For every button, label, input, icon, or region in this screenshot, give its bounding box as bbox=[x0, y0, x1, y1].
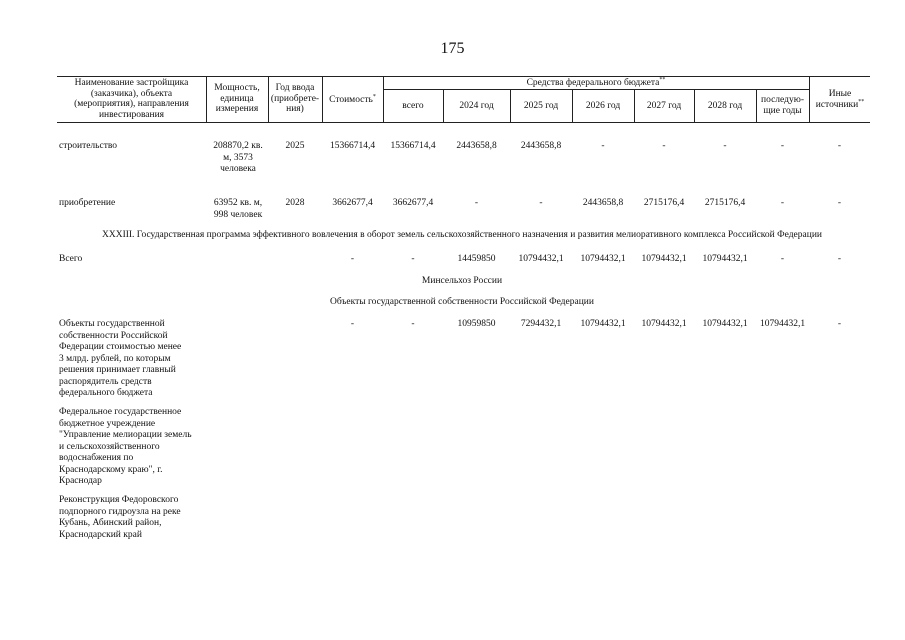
col-divider bbox=[268, 76, 269, 122]
header-federal-budget bbox=[385, 78, 807, 89]
col-divider bbox=[510, 89, 511, 122]
row-2028: - bbox=[723, 141, 727, 151]
header-later-years: последую-щие годы bbox=[761, 95, 804, 116]
row-2025: - bbox=[539, 198, 543, 208]
row-capacity: 63952 кв. м, 998 человек bbox=[213, 198, 263, 220]
row-cost: 3662677,4 bbox=[332, 198, 373, 208]
row-name: Всего bbox=[59, 254, 83, 264]
col-divider bbox=[206, 76, 207, 122]
col-divider bbox=[322, 76, 323, 122]
row-capacity: 208870,2 кв. м, 3573 человека bbox=[213, 141, 263, 174]
col-divider bbox=[634, 89, 635, 122]
row-name: Федеральное государственное бюджетное учреждение "Управление мелиорации земель и сельскохозяйственного водоснабжения по Краснодарскому краю", г. Краснодар bbox=[59, 407, 192, 486]
col-divider bbox=[694, 89, 695, 122]
row-later: - bbox=[780, 141, 785, 151]
header-year: Год ввода (приобрете-ния) bbox=[270, 83, 320, 114]
row-later: - bbox=[780, 198, 785, 208]
row-cost: - bbox=[350, 254, 355, 264]
row-name: Объекты государственной собственности Российской Федерации стоимостью менее 3 млрд. рублей, по которым решения принимает главный распорядитель средств федерального бюджета bbox=[59, 319, 182, 398]
row-2026: 10794432,1 bbox=[580, 254, 626, 264]
row-2025: 2443658,8 bbox=[520, 141, 562, 151]
header-capacity: Мощность, единица измерения bbox=[214, 83, 260, 114]
header-cost bbox=[324, 95, 381, 106]
header-2024: 2024 год bbox=[459, 101, 494, 111]
header-2027: 2027 год bbox=[646, 101, 682, 111]
header-other-sources bbox=[811, 89, 869, 110]
header-other-label: Иные источники bbox=[815, 89, 859, 110]
col-divider bbox=[572, 89, 573, 122]
col-divider bbox=[383, 76, 384, 122]
row-2026: 2443658,8 bbox=[582, 198, 624, 208]
row-2024: - bbox=[474, 198, 479, 208]
row-other: - bbox=[837, 254, 842, 264]
row-2026: 10794432,1 bbox=[580, 319, 626, 329]
header-2025: 2025 год bbox=[523, 101, 559, 111]
row-total: 15366714,4 bbox=[390, 141, 436, 151]
row-2026: - bbox=[601, 141, 605, 151]
objects-title: Объекты государственной собственности Российской Федерации bbox=[330, 297, 594, 307]
row-later: - bbox=[780, 254, 785, 264]
row-later: 10794432,1 bbox=[759, 319, 806, 329]
row-total: - bbox=[411, 254, 415, 264]
row-name: строительство bbox=[59, 141, 118, 151]
page-number: 175 bbox=[440, 40, 465, 57]
row-name: приобретение bbox=[59, 198, 116, 208]
row-2028: 10794432,1 bbox=[702, 254, 748, 264]
row-year: 2028 bbox=[285, 198, 305, 208]
program-title: XXXIII. Государственная программа эффективного вовлечения в оборот земель сельскохозяйственного назначения и развития мелиоративного комплекса Российской Федерации bbox=[101, 230, 822, 240]
row-2028: 2715176,4 bbox=[704, 198, 746, 208]
header-mid-border bbox=[383, 89, 809, 90]
col-divider bbox=[443, 89, 444, 122]
header-federal-budget-label: Средства федерального бюджета bbox=[526, 78, 660, 88]
row-cost: - bbox=[350, 319, 355, 329]
row-2024: 10959850 bbox=[457, 319, 496, 329]
header-2026: 2026 год bbox=[585, 101, 621, 111]
row-total: 3662677,4 bbox=[392, 198, 434, 208]
row-2027: 10794432,1 bbox=[641, 254, 687, 264]
row-total: - bbox=[411, 319, 415, 329]
header-name: Наименование застройщика (заказчика), объекта (мероприятия), направления инвестирования bbox=[74, 78, 189, 120]
row-2024: 2443658,8 bbox=[456, 141, 497, 151]
row-other: - bbox=[837, 198, 842, 208]
row-2027: - bbox=[662, 141, 666, 151]
row-other: - bbox=[837, 141, 842, 151]
row-cost: 15366714,4 bbox=[329, 141, 376, 151]
header-2028: 2028 год bbox=[707, 101, 743, 111]
header-total: всего bbox=[402, 101, 424, 111]
col-divider bbox=[756, 89, 757, 122]
row-year: 2025 bbox=[285, 141, 305, 151]
row-2028: 10794432,1 bbox=[702, 319, 748, 329]
header-cost-label: Стоимость bbox=[329, 95, 373, 105]
header-bottom-border bbox=[57, 122, 870, 123]
header-cost-footnote: * bbox=[372, 93, 376, 100]
row-other: - bbox=[837, 319, 842, 329]
row-2027: 10794432,1 bbox=[641, 319, 687, 329]
row-name: Реконструкция Федоровского подпорного гидроузла на реке Кубань, Абинский район, Краснодарский край bbox=[59, 495, 181, 540]
header-other-footnote: ** bbox=[858, 98, 865, 105]
row-2025: 10794432,1 bbox=[518, 254, 564, 264]
header-top-border bbox=[57, 76, 870, 77]
row-2027: 2715176,4 bbox=[643, 198, 685, 208]
row-2025: 7294432,1 bbox=[520, 319, 562, 329]
col-divider bbox=[809, 76, 810, 122]
row-2024: 14459850 bbox=[457, 254, 496, 264]
header-federal-budget-footnote: ** bbox=[659, 76, 666, 83]
ministry-title: Минсельхоз России bbox=[421, 276, 503, 286]
